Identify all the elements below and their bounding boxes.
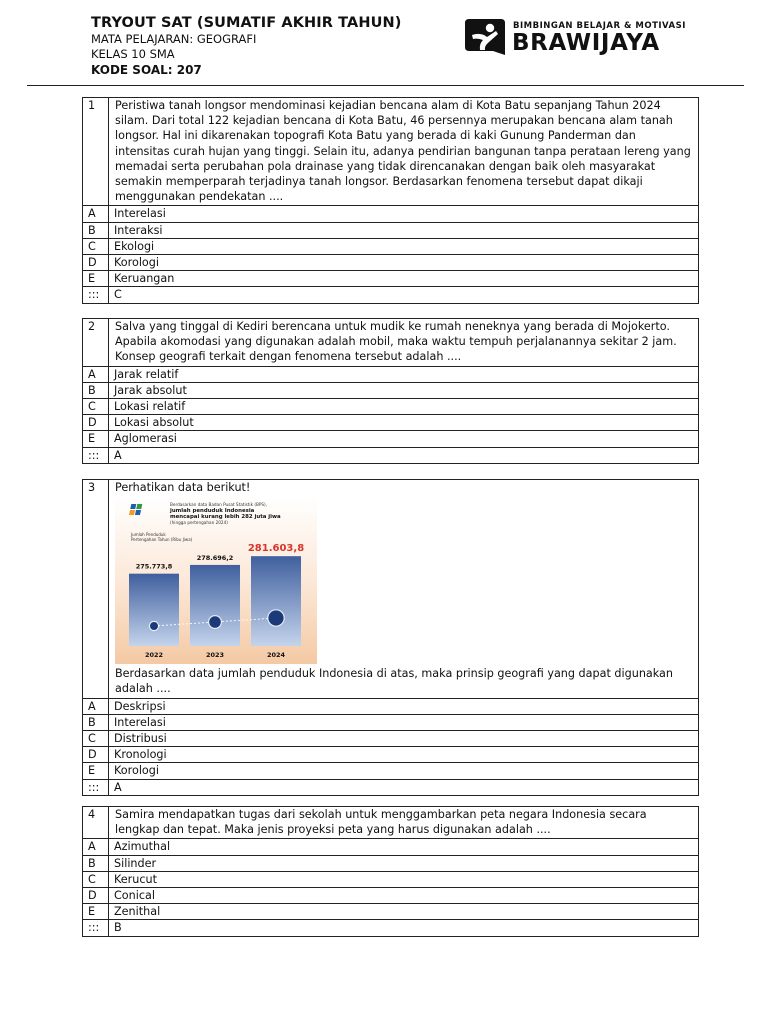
question-4-table <box>82 806 699 937</box>
answer-row <box>83 287 699 303</box>
option-letter: E <box>83 904 109 920</box>
class-label: KELAS 10 SMA <box>91 47 175 61</box>
option-text: Lokasi absolut <box>109 415 699 431</box>
option-text: Distribusi <box>109 731 699 747</box>
option-letter: A <box>83 839 109 855</box>
answer-key: A <box>109 779 699 795</box>
answer-row <box>83 779 699 795</box>
question-1-table <box>82 97 699 304</box>
option-row[interactable] <box>83 904 699 920</box>
option-row[interactable] <box>83 222 699 238</box>
answer-marker: ::: <box>83 447 109 463</box>
question-text: Peristiwa tanah longsor mendominasi kejadian bencana alam di Kota Batu sepanjang Tahun 2024 silam. Dari total 122 kejadian bencana di Kota Batu, 46 persennya merupakan bencana alam tanah longsor. Hal ini dikarenakan topografi Kota Batu yang berada di kaki Gunung Panderman dan intensitas curah hujan yang tinggi. Selain itu, adanya pendirian bangunan tanpa perataan lereng yang memadai serta perubahan pola drainase yang tidak direncanakan dengan baik oleh masyarakat semakin memperparah terjadinya tanah longsor. Berdasarkan fenomena tersebut dapat dikaji menggunakan pendekatan .... <box>109 98 699 206</box>
option-row[interactable] <box>83 382 699 398</box>
bar-value-label: 281.603,8 <box>247 543 305 555</box>
category-label: 2023 <box>205 651 225 660</box>
trend-dot <box>209 616 221 628</box>
option-letter: D <box>83 255 109 271</box>
option-text: Ekologi <box>109 238 699 254</box>
option-text: Zenithal <box>109 904 699 920</box>
question-text: Perhatikan data berikut! <box>115 481 251 494</box>
logo-mark-icon <box>463 15 507 59</box>
brawijaya-logo <box>463 15 693 61</box>
population-chart <box>115 496 317 664</box>
chart-ylabel-line: Pertengahan Tahun (Ribu Jiwa) <box>131 537 193 543</box>
option-row[interactable] <box>83 431 699 447</box>
option-row[interactable] <box>83 238 699 254</box>
option-text: Lokasi relatif <box>109 399 699 415</box>
answer-key: C <box>109 287 699 303</box>
bps-logo-square <box>129 510 135 515</box>
trend-dot <box>268 611 283 626</box>
question-number: 4 <box>83 807 109 839</box>
option-row[interactable] <box>83 888 699 904</box>
option-text: Interaksi <box>109 222 699 238</box>
chart-ylabel-line: Jumlah Penduduk <box>131 532 166 538</box>
option-letter: B <box>83 382 109 398</box>
question-row <box>83 319 699 367</box>
option-letter: E <box>83 431 109 447</box>
question-row <box>83 98 699 206</box>
question-3-table <box>82 479 699 796</box>
question-2-table <box>82 318 699 464</box>
bps-logo-square <box>136 504 142 509</box>
option-letter: D <box>83 747 109 763</box>
option-text: Silinder <box>109 855 699 871</box>
bar-value-label: 275.773,8 <box>135 562 173 571</box>
logo-tagline: BIMBINGAN BELAJAR & MOTIVASI <box>513 21 686 31</box>
exam-title: TRYOUT SAT (SUMATIF AKHIR TAHUN) <box>91 15 402 31</box>
option-row[interactable] <box>83 366 699 382</box>
chart-title-line: (hingga pertengahan 2024) <box>170 520 228 526</box>
option-row[interactable] <box>83 747 699 763</box>
option-letter: A <box>83 698 109 714</box>
trend-dot <box>150 622 158 630</box>
chart-title-line: mencapai kurang lebih 282 juta jiwa <box>170 514 281 521</box>
bar-2023 <box>190 565 240 646</box>
option-text: Korologi <box>109 255 699 271</box>
question-number: 3 <box>83 480 109 699</box>
question-number: 1 <box>83 98 109 206</box>
option-row[interactable] <box>83 871 699 887</box>
option-text: Interelasi <box>109 714 699 730</box>
bar-value-label: 278.696,2 <box>196 554 234 563</box>
option-text: Deskripsi <box>109 698 699 714</box>
bps-logo-square <box>130 504 136 509</box>
option-row[interactable] <box>83 415 699 431</box>
category-label: 2022 <box>144 651 164 660</box>
option-text: Jarak absolut <box>109 382 699 398</box>
option-letter: A <box>83 206 109 222</box>
chart-title-line: Berdasarkan data Badan Pusat Statistik (BPS), <box>170 502 267 508</box>
option-text: Keruangan <box>109 271 699 287</box>
option-row[interactable] <box>83 271 699 287</box>
header-divider <box>27 85 744 86</box>
question-text-after: Berdasarkan data jumlah penduduk Indonesia di atas, maka prinsip geografi yang dapat digunakan adalah .... <box>115 667 673 696</box>
option-row[interactable] <box>83 698 699 714</box>
option-row[interactable] <box>83 399 699 415</box>
answer-row <box>83 920 699 936</box>
bps-logo-square <box>135 510 141 515</box>
option-text: Korologi <box>109 763 699 779</box>
option-text: Azimuthal <box>109 839 699 855</box>
option-row[interactable] <box>83 731 699 747</box>
answer-key: B <box>109 920 699 936</box>
question-text: Samira mendapatkan tugas dari sekolah untuk menggambarkan peta negara Indonesia secara lengkap dan tepat. Maka jenis proyeksi peta yang harus digunakan adalah .... <box>109 807 699 839</box>
option-row[interactable] <box>83 855 699 871</box>
option-letter: E <box>83 763 109 779</box>
option-letter: D <box>83 415 109 431</box>
question-text: Salva yang tinggal di Kediri berencana untuk mudik ke rumah neneknya yang berada di Mojokerto. Apabila akomodasi yang digunakan adalah mobil, maka waktu tempuh perjalanannya sekitar 2 jam. Konsep geografi terkait dengan fenomena tersebut adalah .... <box>109 319 699 367</box>
option-letter: D <box>83 888 109 904</box>
option-text: Kronologi <box>109 747 699 763</box>
answer-key: A <box>109 447 699 463</box>
logo-name: BRAWIJAYA <box>512 30 660 56</box>
option-row[interactable] <box>83 255 699 271</box>
option-letter: A <box>83 366 109 382</box>
option-row[interactable] <box>83 206 699 222</box>
subject-label: MATA PELAJARAN: GEOGRAFI <box>91 32 257 46</box>
question-body <box>109 480 699 699</box>
question-row <box>83 480 699 699</box>
option-letter: B <box>83 222 109 238</box>
option-letter: E <box>83 271 109 287</box>
option-letter: C <box>83 399 109 415</box>
option-row[interactable] <box>83 839 699 855</box>
bar-2024 <box>251 556 301 646</box>
option-text: Kerucut <box>109 871 699 887</box>
chart-title-line: jumlah penduduk Indonesia <box>170 508 255 515</box>
answer-row <box>83 447 699 463</box>
option-letter: B <box>83 855 109 871</box>
option-row[interactable] <box>83 714 699 730</box>
answer-marker: ::: <box>83 779 109 795</box>
option-letter: B <box>83 714 109 730</box>
exam-code: KODE SOAL: 207 <box>91 63 202 77</box>
option-row[interactable] <box>83 763 699 779</box>
option-letter: C <box>83 238 109 254</box>
question-number: 2 <box>83 319 109 367</box>
header <box>91 14 401 78</box>
option-text: Conical <box>109 888 699 904</box>
question-row <box>83 807 699 839</box>
option-text: Aglomerasi <box>109 431 699 447</box>
option-text: Jarak relatif <box>109 366 699 382</box>
option-letter: C <box>83 871 109 887</box>
population-chart-svg <box>115 496 317 664</box>
answer-marker: ::: <box>83 287 109 303</box>
option-text: Interelasi <box>109 206 699 222</box>
category-label: 2024 <box>266 651 286 660</box>
option-letter: C <box>83 731 109 747</box>
bar-2022 <box>129 574 179 646</box>
answer-marker: ::: <box>83 920 109 936</box>
